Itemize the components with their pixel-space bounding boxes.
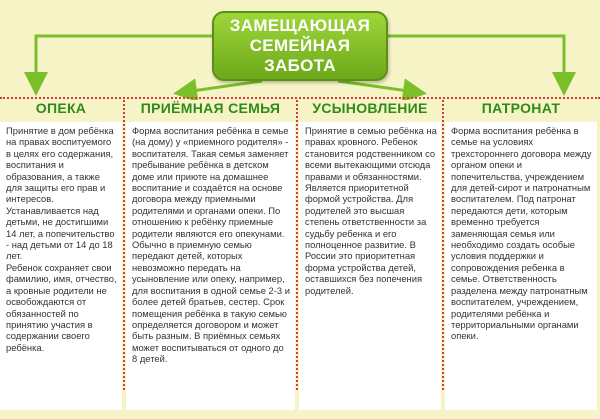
paragraph: Устанавливается над детьми, не достигшими 14 лет, а попечительство - над детьми от 14 до 18 лет. xyxy=(6,204,115,262)
column-separator-2 xyxy=(296,100,298,390)
column-heading-opeka: ОПЕКА xyxy=(35,100,87,116)
column-opeka xyxy=(0,97,122,413)
title-line-2: СЕМЕЙНАЯ xyxy=(249,36,351,55)
column-separator-1 xyxy=(123,100,125,390)
column-separator-3 xyxy=(442,100,444,390)
paragraph: Ребенок сохраняет свои фамилию, имя, отчество, а кровные родители не освобождаются от обязанностей по принятию участия в содержании своего ребёнка. xyxy=(6,261,117,353)
column-usynovlenie xyxy=(299,97,441,413)
column-text-priemnaya-semya xyxy=(126,122,295,410)
column-heading-usynovlenie: УСЫНОВЛЕНИЕ xyxy=(312,100,428,116)
arrow-right xyxy=(388,36,564,84)
title-line-3: ЗАБОТА xyxy=(264,56,336,75)
title-line-1: ЗАМЕЩАЮЩАЯ xyxy=(229,16,371,35)
paragraph: Принятие в дом ребёнка на правах воспитуемого в целях его содержания, воспитания и образования, а также для защиты его прав и интересов. xyxy=(6,125,114,205)
column-heading-priemnaya-semya: ПРИЁМНАЯ СЕМЬЯ xyxy=(140,100,281,116)
paragraph: Форма воспитания ребёнка в семье (на дому) у «приемного родителя» - воспитателя. Такая семья заменяет пребывание ребёнка в детском доме или приюте на домашнее воспитание и создаётся на основе договора между приемными родителями и органами опеки. По отношению к ребёнку приемные родители являются его опекунами. Обычно в приемную семью передают детей, которых невозможно передать на усыновление или опеку, например, для воспитания в одной семье 2-3 и более детей братьев, сестер. Срок помещения ребёнка в такую семью определяется договором и может быть разным. В приёмных семьях может воспитываться от одного до 8 детей. xyxy=(132,125,290,365)
column-text-usynovlenie xyxy=(299,122,441,410)
column-text-opeka xyxy=(0,122,122,410)
arrow-center-right xyxy=(338,81,415,92)
column-patronat xyxy=(445,97,597,413)
arrow-left xyxy=(36,36,212,84)
column-priemnaya-semya xyxy=(126,97,295,413)
column-heading-patronat: ПАТРОНАТ xyxy=(481,100,561,116)
column-text-patronat xyxy=(445,122,597,410)
paragraph: Форма воспитания ребёнка в семье на условиях трехстороннего договора между органом опеки и попечительства, учреждением для детей-сирот и патронатным воспитателем. Под патронат передаются дети, которым временно требуется заменяющая семья или необходимо создать особые условия поддержки и сопровождения ребенка в семье. Ответственность разделена между патронатным воспитателем, учреждением, родителями ребёнка и территориальными органами опеки. xyxy=(451,125,592,342)
paragraph: Принятие в семью ребёнка на правах кровного. Ребенок становится родственником со всеми вытекающими отсюда правами и обязанностями. Является приоритетной формой устройства. Для родителей это высшая степень ответственности за судьбу ребенка и его полноценное развитие. В России это приоритетная форма устройства детей, оставшихся без попечения родителей. xyxy=(305,125,437,296)
main-title-box xyxy=(212,11,388,81)
arrow-center-left xyxy=(185,81,262,92)
